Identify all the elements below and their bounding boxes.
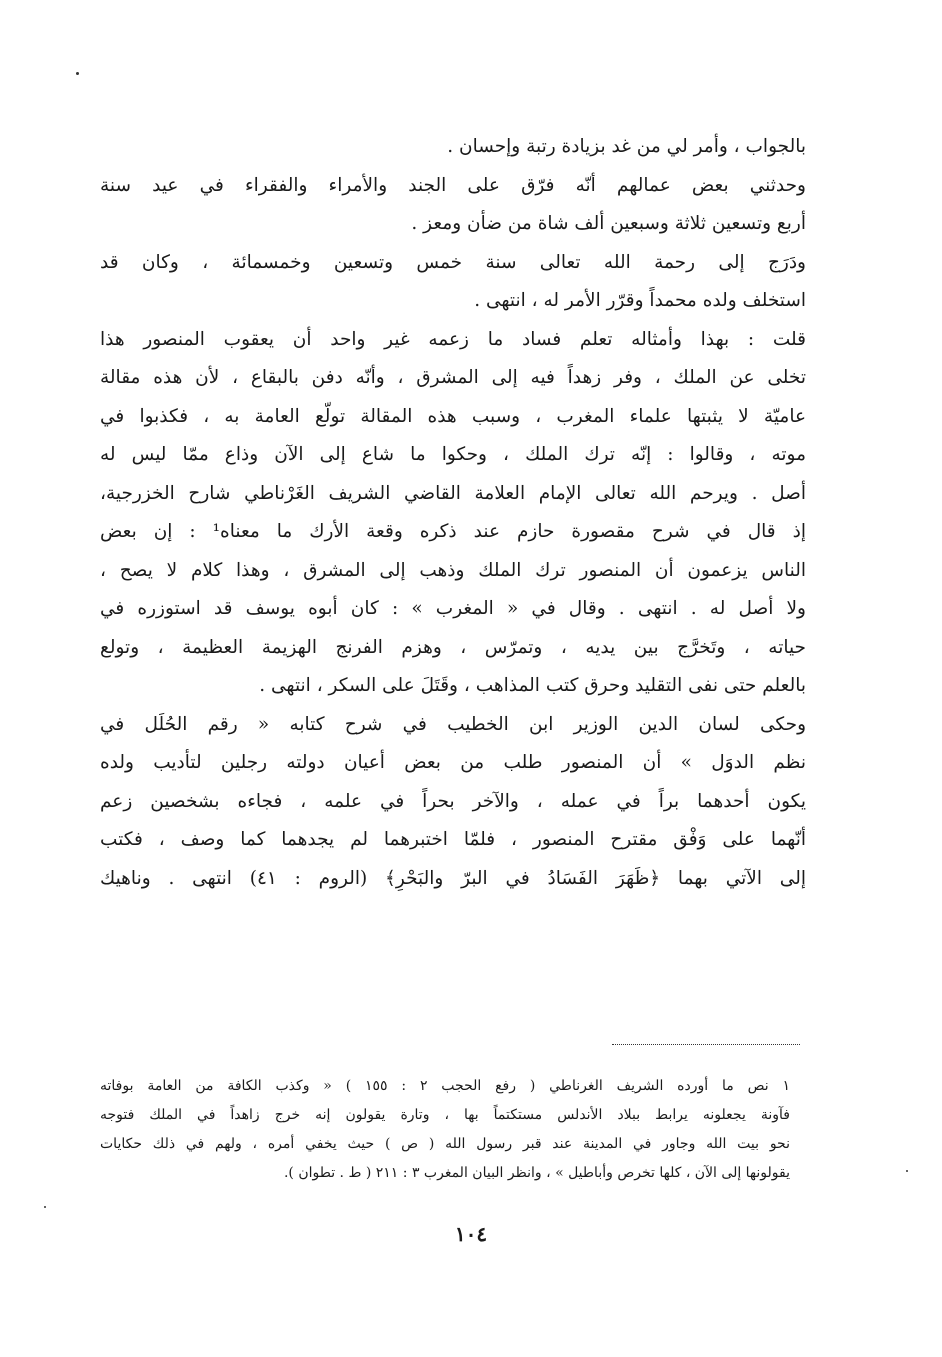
page-number: ١٠٤	[454, 1222, 488, 1246]
text-line: عاميّة لا يثبتها علماء المغرب ، وسبب هذه المقالة تولّع العامة به ، فكذبوا في	[100, 405, 806, 427]
footnote-line: فآونة يجعلونه يرابط ببلاد الأندلس مستكتماً بها ، وتارة يقولون إنه خرج زاهداً في الملك فتوجه	[100, 1107, 790, 1123]
text-line: إلى الآتي بهما ﴿ظَهَرَ الفَسَادُ في البرّ والبَحْرِ﴾ (الروم : ٤١) انتهى . وناهيك	[100, 867, 806, 889]
text-line: إذ قال في شرح مقصورة حازم عند ذكره وقعة الأرك ما معناه¹ : إن بعض	[100, 521, 806, 542]
footnote-line: يقولونها إلى الآن ، كلها تخرص وأباطيل » ، وانظر البيان المغرب ٣ : ٢١١ ( ط . تطوان ).	[283, 1165, 790, 1181]
text-line: حياته ، وتَخرَّج بين يديه ، وتمرّس ، وهزم الفرنج الهزيمة العظيمة ، وتولع	[100, 636, 806, 658]
footnote-separator	[612, 1044, 800, 1045]
text-line: استخلف ولده محمداً وقرّر الأمر له ، انتهى .	[474, 290, 806, 311]
text-line: أصل . ويرحم الله تعالى الإمام العلامة القاضي الشريف الغَرْناطي شارح الخزرجية،	[100, 482, 806, 504]
text-line: تخلى عن الملك ، وفر زهداً فيه إلى المشرق ، وأنّه دفن بالبقاع ، لأن هذه مقالة	[100, 367, 806, 388]
scan-speck	[906, 1170, 908, 1172]
text-line: بالعلم حتى نفى التقليد وحرق كتب المذاهب ، وقَتَلَ على السكر ، انتهى .	[259, 675, 806, 696]
text-line: الناس يزعمون أن المنصور ترك الملك وذهب إلى المشرق ، وهذا كلام لا يصح ،	[100, 559, 806, 581]
footnote-line: ١ نص ما أورده الشريف الغرناطي ( رفع الحجب ٢ : ١٥٥ ) « وكذب الكافة من العامة بوفاته	[100, 1078, 790, 1094]
text-line: بالجواب ، وأمر لي من غد بزيادة رتبة وإحسان .	[447, 136, 806, 157]
text-line: موته ، وقالوا : إنّه ترك الملك ، وحكوا ما شاع إلى الآن وذاع ممّا ليس له	[100, 444, 806, 465]
text-line: ودَرَج إلى رحمة الله تعالى سنة خمس وتسعين وخمسمائة ، وكان قد	[100, 251, 806, 273]
text-line: قلت : بهذا وأمثاله تعلم فساد ما زعمه غير واحد أن يعقوب المنصور هذا	[100, 328, 806, 350]
footnote	[100, 1072, 790, 1188]
text-line: وحكى لسان الدين الوزير ابن الخطيب في شرح كتابه « رقم الحُلَل في	[100, 713, 806, 735]
text-line: يكون أحدهما براً في عمله ، والآخر بحراً في علمه ، فجاءه بشخصين زعم	[100, 790, 806, 812]
text-line: ولا أصل له . انتهى . وقال في « المغرب » : كان أبوه يوسف قد استوزره في	[100, 598, 806, 619]
text-line: نظم الدوَل » أن المنصور طلب من بعض أعيان دولته رجلين لتأديب ولده	[100, 752, 806, 773]
main-text	[100, 128, 806, 898]
text-line: أربع وتسعين ثلاثة وسبعين ألف شاة من ضأن ومعز .	[411, 213, 806, 234]
scan-speck	[76, 72, 79, 75]
footnote-line: نحو بيت الله وجاور في المدينة عند قبر رسول الله ( ص ) حيث يخفي أمره ، ولهم في ذلك حكايات	[100, 1136, 790, 1152]
scan-speck	[44, 1206, 46, 1208]
text-line: وحدثني بعض عمالهم أنّه فرّق على الجند والأمراء والفقراء في عيد سنة	[100, 174, 806, 196]
text-line: أنّهما على وَفْق مقترح المنصور ، فلمّا اختبرهما لم يجدهما كما وصف ، فكتب	[100, 829, 806, 850]
